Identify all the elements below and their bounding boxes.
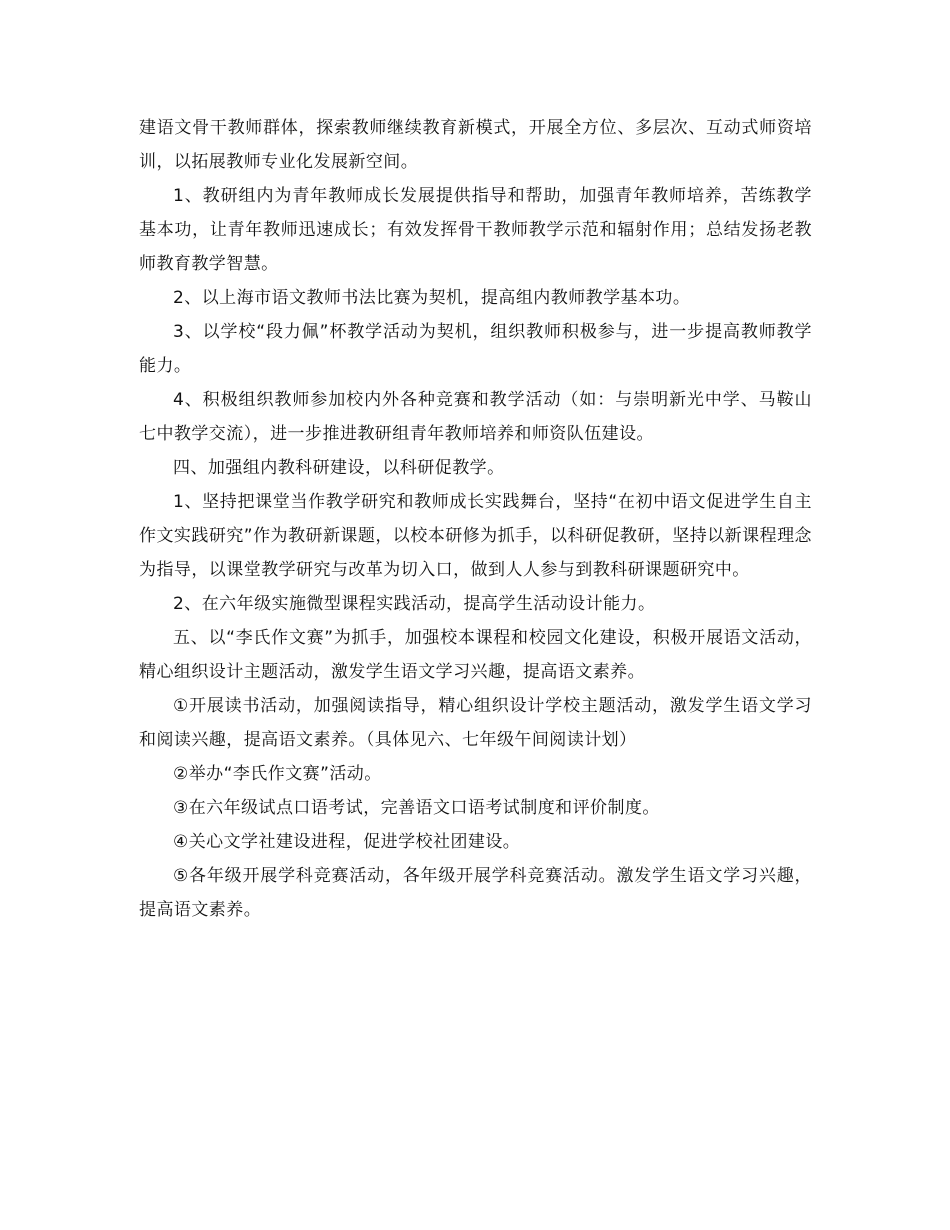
section-heading-5: 五、以“李氏作文赛”为抓手，加强校本课程和校园文化建设，积极开展语文活动，精心组织设计主题活动，激发学生语文学习兴趣，提高语文素养。 [139,628,812,682]
list-item-subject-competition: ⑤各年级开展学科竞赛活动，各年级开展学科竞赛活动。激发学生语文学习兴趣，提高语文素养。 [139,866,812,920]
list-item-literature-club: ④关心文学社建设进程，促进学校社团建设。 [173,832,521,852]
paragraph-research-2: 2、在六年级实施微型课程实践活动，提高学生活动设计能力。 [173,594,656,614]
section-heading-4: 四、加强组内教科研建设，以科研促教学。 [173,458,505,478]
list-item-essay-contest: ②举办“李氏作文赛”活动。 [173,764,382,784]
list-item-oral-exam: ③在六年级试点口语考试，完善语文口语考试制度和评价制度。 [173,798,660,818]
paragraph-item-4-competitions: 4、积极组织教师参加校内外各种竞赛和教学活动（如：与崇明新光中学、马鞍山七中教学交流），进一步推进教研组青年教师培养和师资队伍建设。 [139,390,812,444]
paragraph-item-1-young-teachers: 1、教研组内为青年教师成长发展提供指导和帮助，加强青年教师培养，苦练教学基本功，让青年教师迅速成长；有效发挥骨干教师教学示范和辐射作用；总结发扬老教师教育教学智慧。 [139,186,812,274]
paragraph-continuation: 建语文骨干教师群体，探索教师继续教育新模式，开展全方位、多层次、互动式师资培训，以拓展教师专业化发展新空间。 [139,118,812,172]
paragraph-item-2-calligraphy: 2、以上海市语文教师书法比赛为契机，提高组内教师教学基本功。 [173,288,691,308]
document-body [139,111,812,927]
list-item-reading: ①开展读书活动，加强阅读指导，精心组织设计学校主题活动，激发学生语文学习和阅读兴趣，提高语文素养。（具体见六、七年级午间阅读计划） [139,696,812,750]
paragraph-item-3-cup-activity: 3、以学校“段力佩”杯教学活动为契机，组织教师积极参与，进一步提高教师教学能力。 [139,322,812,376]
paragraph-research-1: 1、坚持把课堂当作教学研究和教师成长实践舞台，坚持“在初中语文促进学生自主作文实践研究”作为教研新课题，以校本研修为抓手，以科研促教研，坚持以新课程理念为指导，以课堂教学研究与改革为切入口，做到人人参与到教科研课题研究中。 [139,492,812,580]
